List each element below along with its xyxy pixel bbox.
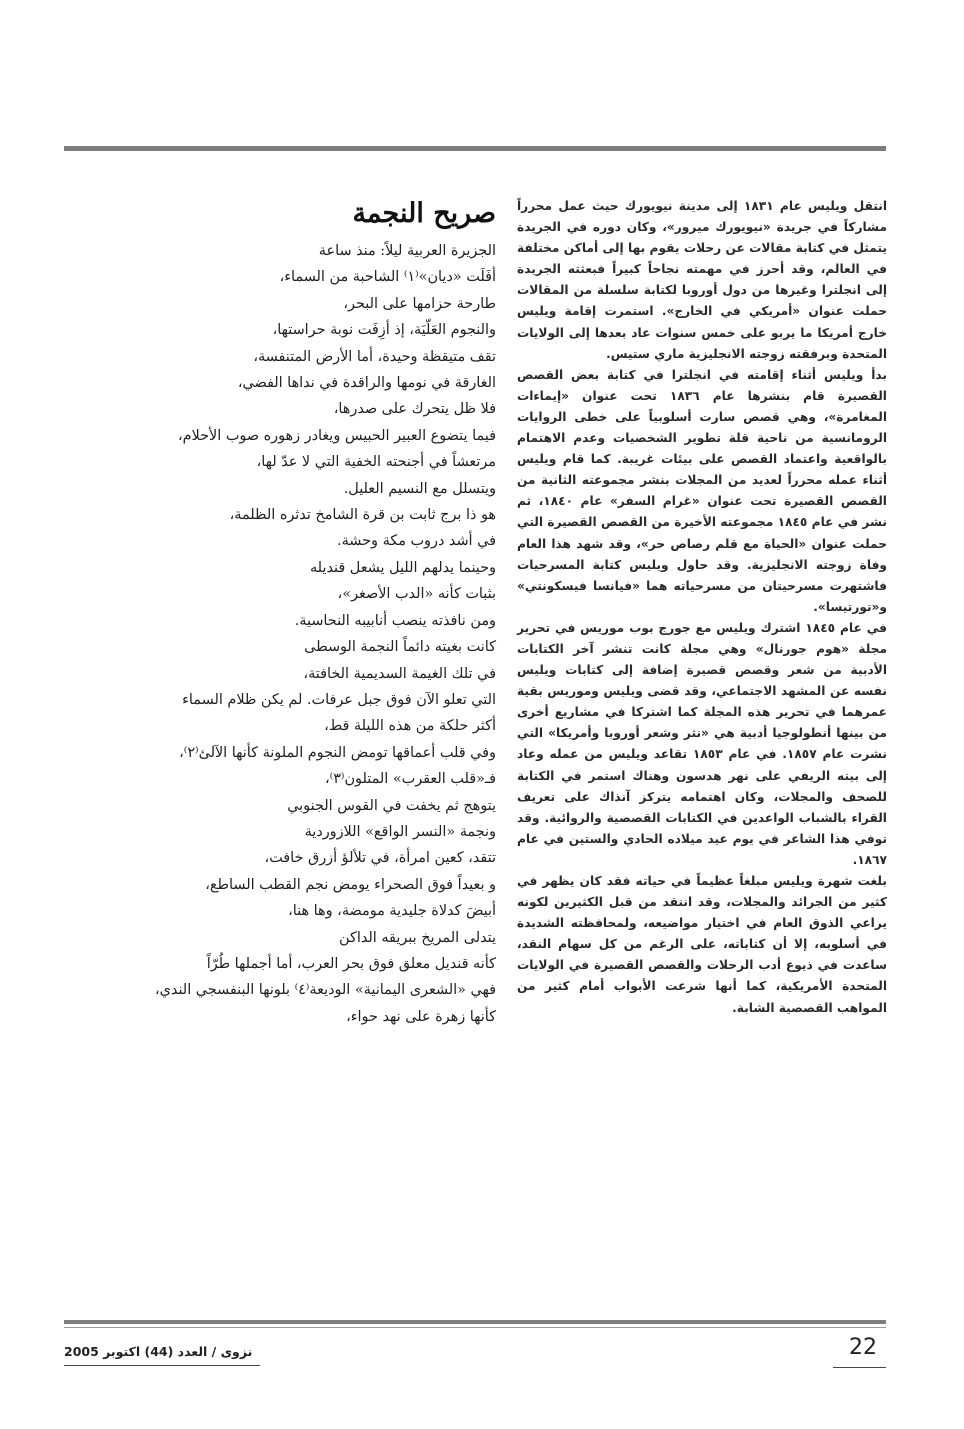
poem-line: تقف متيقظة وحيدة، أما الأرض المتنفسة،: [253, 348, 496, 365]
poem-line: والنجوم العَلّيَة، إذ أزِفَت نوبة حراستها،: [272, 322, 496, 339]
poem-line: يتوهج ثم يخفت في القوس الجنوبي: [287, 797, 496, 814]
poem-line: كأنه قنديل معلق فوق بحر العرب، أما أجملها طُرّاً: [206, 955, 496, 972]
article-paragraph: في عام ١٨٤٥ اشترك ويليس مع جورج بوب موريس في تحرير مجلة «هوم جورنال» وهي مجلة كانت تنشر آخر الكتابات الأدبية من شعر وقصص قصيرة إضافة إلى كتابات ويليس نفسه عن المشهد الاجتماعي، وقد قضى ويليس وموريس بقية عمرهما في تحرير هذه المجلة كما اشتركا في مشاريع أخرى من بينها أنطولوجيا أدبية هي «نثر وشعر أوروبا وأمريكا» التي نشرت عام ١٨٥٧. في عام ١٨٥٣ تقاعد ويليس من عمله وعاد إلى بيته الريفي على نهر هدسون وهناك استمر في الكتابة للصحف والمجلات، وكان اهتمامه يتركز آنذاك على تعريف القراء بالشباب الواعدين في الكتابات القصصية والروائية. وقد توفي هذا الشاعر في يوم عيد ميلاده الحادي والستين في عام ١٨٦٧.: [517, 620, 887, 867]
poem-line: ومن نافذته ينصب أنابيبه النحاسية.: [294, 612, 496, 629]
poem-line: فهي «الشعرى اليمانية» الوديعة⁽٤⁾ بلونها البنفسجي الندي،: [155, 982, 496, 999]
poem-line: طارحة حزامها على البحر،: [343, 295, 496, 312]
poem-title: صريح النجمة: [352, 198, 496, 229]
poem-line: بثبات كأنه «الدب الأصغر»،: [337, 586, 496, 603]
top-rule: [64, 146, 886, 151]
poem-line: كأنها زهرة على نهد حواء،: [346, 1008, 496, 1025]
poem-line: أفَلَت «ديان»⁽١⁾ الشاحبة من السماء،: [279, 269, 496, 286]
poem-line: فيما يتضوع العبير الحبيس ويغادر زهوره صوب الأحلام،: [178, 427, 496, 444]
poem-line: يتدلى المريخ ببريقه الداكن: [339, 929, 496, 946]
poem-column: [64, 196, 496, 1030]
article-paragraph: انتقل ويليس عام ١٨٣١ إلى مدينة نيويورك حيث عمل محرراً مشاركاً في جريدة «نيويورك ميرور»، وكان دوره في الجريدة يتمثل في كتابة مقالات عن رحلات يقوم بها إلى أماكن مختلفة في العالم، وقد أحرز في مهمته نجاحاً كبيراً فبعثته الجريدة إلى انجلترا وغيرها من دول أوروبا لكتابة سلسلة من المقالات حملت عنوان «أمريكي في الخارج». استمرت إقامة ويليس خارج أمريكا ما يربو على خمس سنوات عاد بعدها إلى الولايات المتحدة وبرفقته زوجته الانجليزية ماري ستيس.: [517, 199, 887, 361]
poem-line: مرتعشاً في أجنحته الخفية التي لا عدّ لها،: [256, 454, 496, 471]
poem-line: فلا ظل يتحرك على صدرها،: [333, 401, 496, 418]
poem-line: أكثر حلكة من هذه الليلة قط،: [324, 718, 496, 735]
poem-line: الغارقة في نومها والراقدة في نداها الفضي،: [237, 375, 496, 392]
poem-line: كانت بغيته دائماً النجمة الوسطى: [304, 639, 496, 656]
bottom-rule: [64, 1320, 886, 1324]
poem-line: و بعيداً فوق الصحراء يومض نجم القطب الساطع،: [205, 876, 496, 893]
issue-info-underline: [64, 1365, 260, 1366]
page-number-underline: [833, 1367, 886, 1368]
poem-line: في تلك الغيمة السديمية الخافتة،: [303, 665, 496, 682]
poem-line: الجزيرة العربية ليلاً: منذ ساعة: [318, 243, 496, 259]
bottom-rule-thin: [64, 1327, 886, 1328]
poem-line: أبيضَ كدلاة جليدية مومضة، وها هنا،: [288, 903, 496, 920]
poem-line: فـ«قلب العقرب» المتلون⁽٣⁾،: [325, 771, 496, 788]
article-column: [517, 196, 887, 1019]
poem-line: في أشد دروب مكة وحشة.: [337, 533, 496, 550]
poem-line: التي تعلو الآن فوق جبل عرفات. لم يكن ظلام السماء: [182, 691, 496, 708]
poem-line: تتقد، كعين امرأة، في تلألؤ أزرق خافت،: [264, 850, 496, 867]
poem-line: وفي قلب أعماقها تومض النجوم الملونة كأنها الآلئ⁽٢⁾،: [179, 744, 496, 761]
article-paragraph: بلغت شهرة ويليس مبلغاً عظيماً في حياته فقد كان يظهر في كثير من الجرائد والمجلات، وقد انتقد من قبل الكثيرين لكونه يراعي الذوق العام في اختيار مواضيعه، ولمحافظته الشديدة في أسلوبه، إلا أن كتاباته، على الرغم من كل سهام النقد، ساعدت في ذيوع أدب الرحلات والقصص القصيرة في الولايات المتحدة الأمريكية، كما أنها شرعت الأبواب أمام كثير من المواهب القصصية الشابة.: [517, 874, 887, 1015]
poem-line: هو ذا برج ثابت بن قرة الشامخ تدثره الظلمة،: [229, 507, 496, 524]
poem-line: ويتسلل مع النسيم العليل.: [343, 480, 496, 497]
issue-info: نزوى / العدد (44) اكتوبر 2005: [64, 1344, 253, 1359]
poem-line: ونجمة «النسر الواقع» اللازوردية: [304, 823, 496, 840]
poem-line: وحينما يدلهم الليل يشعل قنديله: [309, 559, 496, 576]
page-number: 22: [849, 1335, 877, 1360]
article-paragraph: بدأ ويليس أثناء إقامته في انجلترا في كتابة بعض القصص القصيرة قام بنشرها عام ١٨٣٦ تحت عنوان «إيماءات المغامرة»، وهي قصص سارت أسلوبياً على خطى الروايات الرومانسية من ناحية قلة تطوير الشخصيات وعدم الاهتمام بالواقعية واعتماد القصص على بيئات غريبة. كما قام ويليس أثناء عمله محرراً لعديد من المجلات بنشر مجموعته الثانية من القصص القصيرة تحت عنوان «غرام السفر» عام ١٨٤٠، ثم نشر في عام ١٨٤٥ مجموعته الأخيرة من القصص القصيرة التي حملت عنوان «الحياة مع قلم رصاص حر»، وقد شهد هذا العام وفاة زوجته الانجليزية. وقد حاول ويليس كتابة المسرحيات فاشتهرت مسرحيتان من مسرحياته هما «فيانسا فيسكونتي» و«تورتيسا».: [517, 367, 887, 614]
